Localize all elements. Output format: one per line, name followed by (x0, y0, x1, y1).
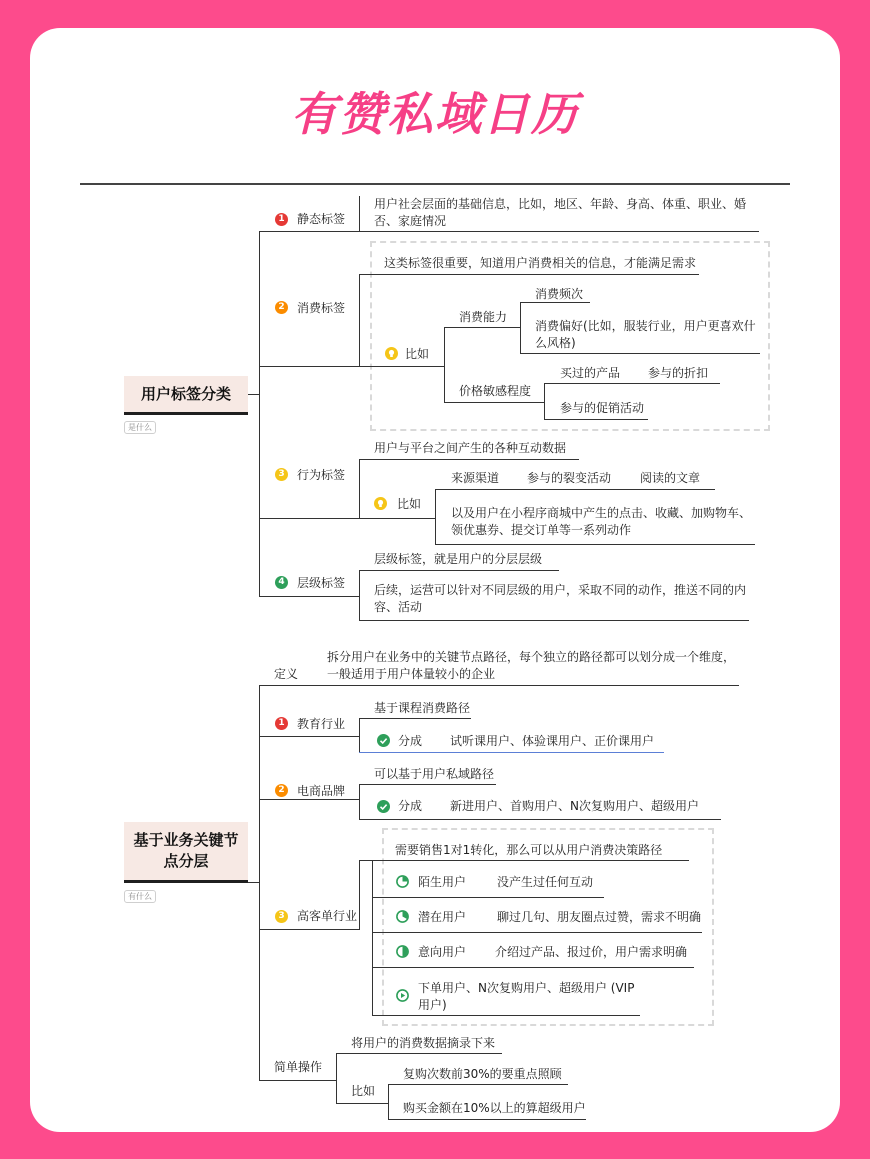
connector (359, 570, 360, 621)
topic-tag: 是什么 (124, 421, 156, 434)
connector (259, 366, 359, 367)
node-article[interactable]: 阅读的文章 (640, 471, 701, 485)
number-2-icon: 2 (275, 301, 288, 314)
connector (372, 932, 702, 933)
central-topic-1[interactable]: 用户标签分类 (124, 376, 248, 412)
lightbulb-icon (385, 347, 398, 360)
node-ecom-value[interactable]: 新进用户、首购用户、N次复购用户、超级用户 (450, 799, 699, 813)
trunk-line (259, 685, 260, 1081)
lightbulb-icon (374, 497, 387, 510)
connector (359, 518, 435, 519)
node-ecom[interactable]: 电商品牌 (297, 784, 346, 798)
connector (372, 860, 373, 1016)
connector (259, 596, 359, 597)
connector (444, 327, 520, 328)
node-stage-desc[interactable]: 聊过几句、朋友圈点过赞，需求不明确 (497, 910, 702, 924)
node-level-more[interactable]: 后续，运营可以针对不同层级的用户，采取不同的动作，推送不同的内容、活动 (374, 583, 747, 614)
connector (520, 302, 521, 354)
connector (359, 459, 360, 519)
connector (435, 544, 755, 545)
node-promo[interactable]: 参与的促销活动 (560, 401, 645, 415)
connector (336, 1053, 502, 1054)
connector (359, 274, 699, 275)
node-simple[interactable]: 简单操作 (274, 1060, 323, 1074)
connector (359, 718, 471, 719)
connector (544, 383, 545, 420)
connector (520, 353, 760, 354)
node-edu[interactable]: 教育行业 (297, 717, 346, 731)
number-1-icon: 1 (275, 213, 288, 226)
node-level-tag[interactable]: 层级标签 (297, 576, 346, 590)
connector (359, 860, 689, 861)
divider (80, 183, 790, 185)
node-static-tag[interactable]: 静态标签 (297, 212, 346, 226)
progress-three-quarter-icon (396, 945, 409, 958)
connector (359, 784, 496, 785)
connector (372, 967, 694, 968)
node-behavior-tag[interactable]: 行为标签 (297, 468, 346, 482)
trunk-line (259, 231, 260, 597)
connector (359, 274, 360, 367)
connector (359, 620, 749, 621)
connector (259, 685, 739, 686)
node-definition-label[interactable]: 定义 (274, 667, 299, 681)
node-consume-tag[interactable]: 消费标签 (297, 301, 346, 315)
node-simple-ex2[interactable]: 购买金额在10%以上的算超级用户 (403, 1101, 586, 1115)
node-ecom-desc[interactable]: 可以基于用户私域路径 (374, 767, 495, 781)
node-definition[interactable]: 拆分用户在业务中的关键节点路径，每个独立的路径都可以划分成一个维度，一般适用于用户体量较小的企业 (327, 650, 736, 681)
node-stage-desc[interactable]: 介绍过产品、报过价，用户需求明确 (495, 945, 688, 959)
node-behavior-more[interactable]: 以及用户在小程序商城中产生的点击、收藏、加购物车、领优惠券、提交订单等一系列动作 (451, 506, 752, 537)
connector (435, 489, 436, 545)
connector (444, 327, 445, 403)
number-4-icon: 4 (275, 576, 288, 589)
connector (259, 929, 359, 930)
check-circle-icon (377, 734, 390, 747)
connector (359, 366, 444, 367)
node-stage-label[interactable]: 意向用户 (418, 945, 467, 959)
node-edu-value[interactable]: 试听课用户、体验课用户、正价课用户 (450, 734, 655, 748)
node-stage-label[interactable]: 陌生用户 (418, 875, 467, 889)
connector (359, 570, 559, 571)
connector (359, 752, 664, 753)
number-2-icon: 2 (275, 784, 288, 797)
node-edu-split[interactable]: 分成 (398, 734, 423, 748)
node-source[interactable]: 来源渠道 (451, 471, 500, 485)
connector (388, 1119, 586, 1120)
node-stage-label[interactable]: 潜在用户 (418, 910, 467, 924)
topic-tag: 有什么 (124, 890, 156, 903)
node-level-desc[interactable]: 层级标签，就是用户的分层层级 (374, 552, 543, 566)
central-topic-underline (124, 412, 248, 415)
connector (435, 489, 715, 490)
node-stage-desc[interactable]: 没产生过任何互动 (497, 875, 594, 889)
node-bought[interactable]: 买过的产品 (560, 366, 621, 380)
connector (444, 402, 544, 403)
connector (359, 718, 360, 753)
connector (359, 459, 579, 460)
page-title: 有赞私域日历 (291, 87, 579, 141)
progress-quarter-icon (396, 875, 409, 888)
connector (259, 1080, 337, 1081)
node-ability[interactable]: 消费能力 (459, 310, 508, 324)
connector (359, 860, 360, 930)
check-circle-icon (377, 800, 390, 813)
node-stage-label[interactable]: 下单用户、N次复购用户、超级用户 (VIP用户) (418, 981, 635, 1012)
node-discount[interactable]: 参与的折扣 (648, 366, 709, 380)
connector (359, 784, 360, 820)
node-fission[interactable]: 参与的裂变活动 (527, 471, 612, 485)
connector (372, 1015, 640, 1016)
play-circle-icon (396, 989, 409, 1002)
connector (372, 897, 604, 898)
number-3-icon: 3 (275, 468, 288, 481)
connector (259, 231, 759, 232)
connector (359, 196, 360, 232)
central-topic-2[interactable]: 基于业务关键节点分层 (124, 822, 248, 880)
node-edu-desc[interactable]: 基于课程消费路径 (374, 701, 471, 715)
node-consume-desc[interactable]: 这类标签很重要，知道用户消费相关的信息，才能满足需求 (384, 256, 697, 270)
node-simple-ex1[interactable]: 复购次数前30%的要重点照顾 (403, 1067, 562, 1081)
node-price[interactable]: 价格敏感程度 (459, 384, 532, 398)
connector (544, 383, 720, 384)
connector (544, 419, 648, 420)
number-1-icon: 1 (275, 717, 288, 730)
node-ecom-split[interactable]: 分成 (398, 799, 423, 813)
number-3-icon: 3 (275, 910, 288, 923)
node-behavior-example[interactable]: 比如 (397, 497, 422, 511)
node-high[interactable]: 高客单行业 (297, 909, 358, 923)
node-simple-example[interactable]: 比如 (351, 1084, 376, 1098)
node-consume-example[interactable]: 比如 (405, 347, 430, 361)
connector (388, 1084, 568, 1085)
connector (359, 819, 721, 820)
node-simple-desc[interactable]: 将用户的消费数据摘录下来 (351, 1036, 496, 1050)
node-high-desc[interactable]: 需要销售1对1转化，那么可以从用户消费决策路径 (395, 843, 663, 857)
connector (336, 1103, 388, 1104)
node-behavior-desc[interactable]: 用户与平台之间产生的各种互动数据 (374, 441, 567, 455)
progress-half-icon (396, 910, 409, 923)
node-pref[interactable]: 消费偏好(比如，服装行业，用户更喜欢什么风格) (535, 319, 756, 350)
central-topic-underline (124, 880, 248, 883)
connector (259, 518, 359, 519)
connector (388, 1084, 389, 1120)
connector (336, 1053, 337, 1104)
connector (259, 736, 359, 737)
node-freq[interactable]: 消费频次 (535, 287, 584, 301)
node-static-desc[interactable]: 用户社会层面的基础信息，比如，地区、年龄、身高、体重、职业、婚否、家庭情况 (374, 197, 747, 228)
